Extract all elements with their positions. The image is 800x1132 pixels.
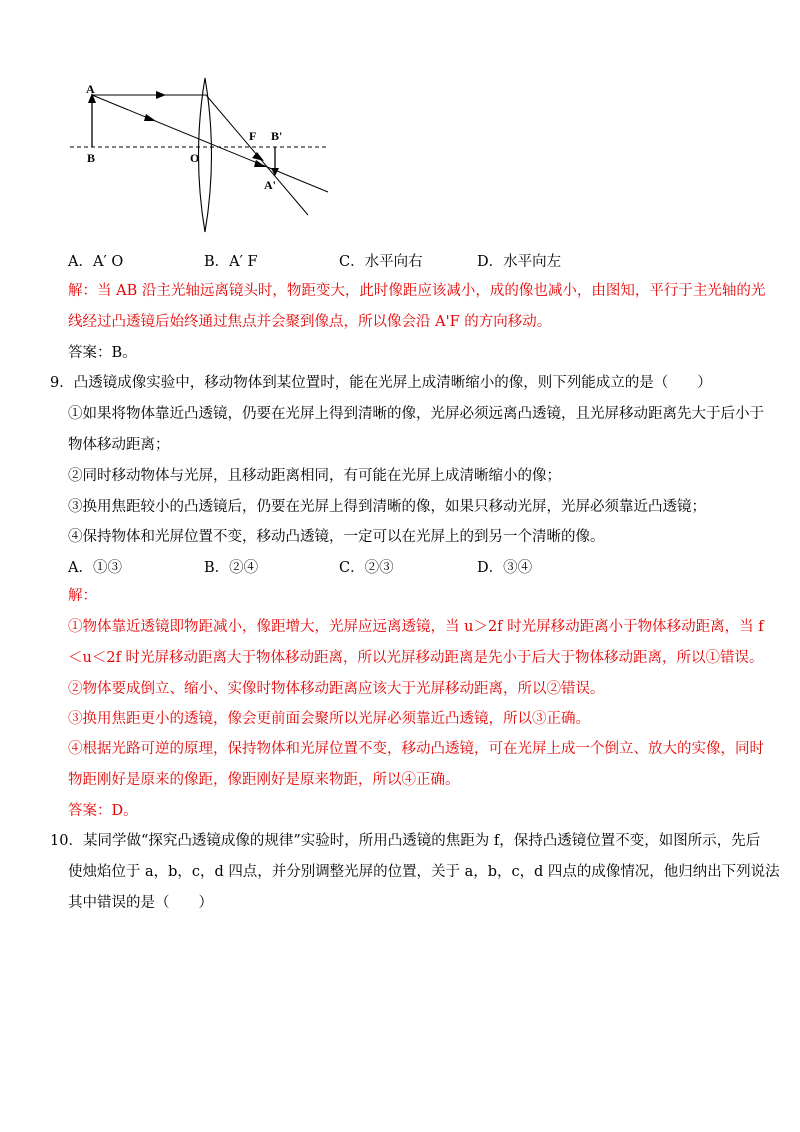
q10-line-3: 其中错误的是（ ） <box>68 895 213 911</box>
q8-option-a: A．A′ O <box>68 254 124 270</box>
q8-option-b: B．A′ F <box>204 254 258 270</box>
q9-option-d: D．③④ <box>477 560 533 576</box>
q9-option-b: B．②④ <box>204 560 259 576</box>
q9-solution-label: 解： <box>68 588 97 604</box>
label-A-prime: A' <box>264 178 276 192</box>
q9-statement-4: ④保持物体和光屏位置不变，移动凸透镜，一定可以在光屏上的到另一个清晰的像。 <box>68 529 605 545</box>
q9-answer: 答案：D。 <box>68 803 138 819</box>
label-O: O <box>190 151 200 165</box>
q9-stem: 9．凸透镜成像实验中，移动物体到某位置时，能在光屏上成清晰缩小的像，则下列能成立的是（ ） <box>50 375 712 391</box>
convex-lens <box>199 78 212 232</box>
center-ray <box>92 95 328 192</box>
q9-solution-line-2: ＜u＜2f 时光屏移动距离大于物体移动距离，所以光屏移动距离是先小于后大于物体移动距离，所以①错误。 <box>68 650 764 666</box>
q8-solution-line-2: 线经过凸透镜后始终通过焦点并会聚到像点，所以像会沿 A'F 的方向移动。 <box>68 314 552 330</box>
q9-statement-3: ③换用焦距较小的凸透镜后，仍要在光屏上得到清晰的像，如果只移动光屏，光屏必须靠近凸透镜； <box>68 499 706 515</box>
q9-statement-1b: 物体移动距离； <box>68 437 170 453</box>
q9-option-c: C．②③ <box>339 560 394 576</box>
label-B-prime: B' <box>271 129 283 143</box>
q9-option-a: A．①③ <box>68 560 122 576</box>
q9-solution-line-5: ④根据光路可逆的原理，保持物体和光屏位置不变，移动凸透镜，可在光屏上成一个倒立、放大的实像，同时 <box>68 741 764 757</box>
q9-solution-line-1: ①物体靠近透镜即物距减小，像距增大，光屏应远离透镜，当 u＞2f 时光屏移动距离小于物体移动距离，当 f <box>68 619 764 635</box>
q10-line-1: 10．某同学做“探究凸透镜成像的规律”实验时，所用凸透镜的焦距为 f，保持凸透镜位置不变，如图所示，先后 <box>50 833 761 849</box>
q8-answer: 答案：B。 <box>68 345 137 361</box>
q9-solution-line-6: 物距刚好是原来的像距，像距刚好是原来物距，所以④正确。 <box>68 772 460 788</box>
label-B: B <box>87 151 96 165</box>
q8-option-c: C．水平向右 <box>339 254 423 270</box>
q9-solution-line-3: ②物体要成倒立、缩小、实像时物体移动距离应该大于光屏移动距离，所以②错误。 <box>68 681 605 697</box>
q8-solution-line-1: 解：当 AB 沿主光轴远离镜头时，物距变大，此时像距应该减小，成的像也减小，由图知，平行于主光轴的光 <box>68 283 766 299</box>
q9-statement-2: ②同时移动物体与光屏，且移动距离相同，有可能在光屏上成清晰缩小的像； <box>68 468 561 484</box>
label-F: F <box>249 129 257 143</box>
q8-option-d: D．水平向左 <box>477 254 562 270</box>
q9-statement-1a: ①如果将物体靠近凸透镜，仍要在光屏上得到清晰的像，光屏必须远离凸透镜，且光屏移动距离先大于后小于 <box>68 406 764 422</box>
lens-diagram <box>60 72 340 234</box>
label-A: A <box>86 82 95 96</box>
q10-line-2: 使烛焰位于 a，b，c，d 四点，并分别调整光屏的位置，关于 a，b，c，d 四点的成像情况，他归纳出下列说法 <box>68 864 780 880</box>
q9-solution-line-4: ③换用焦距更小的透镜，像会更前面会聚所以光屏必须靠近凸透镜，所以③正确。 <box>68 711 590 727</box>
